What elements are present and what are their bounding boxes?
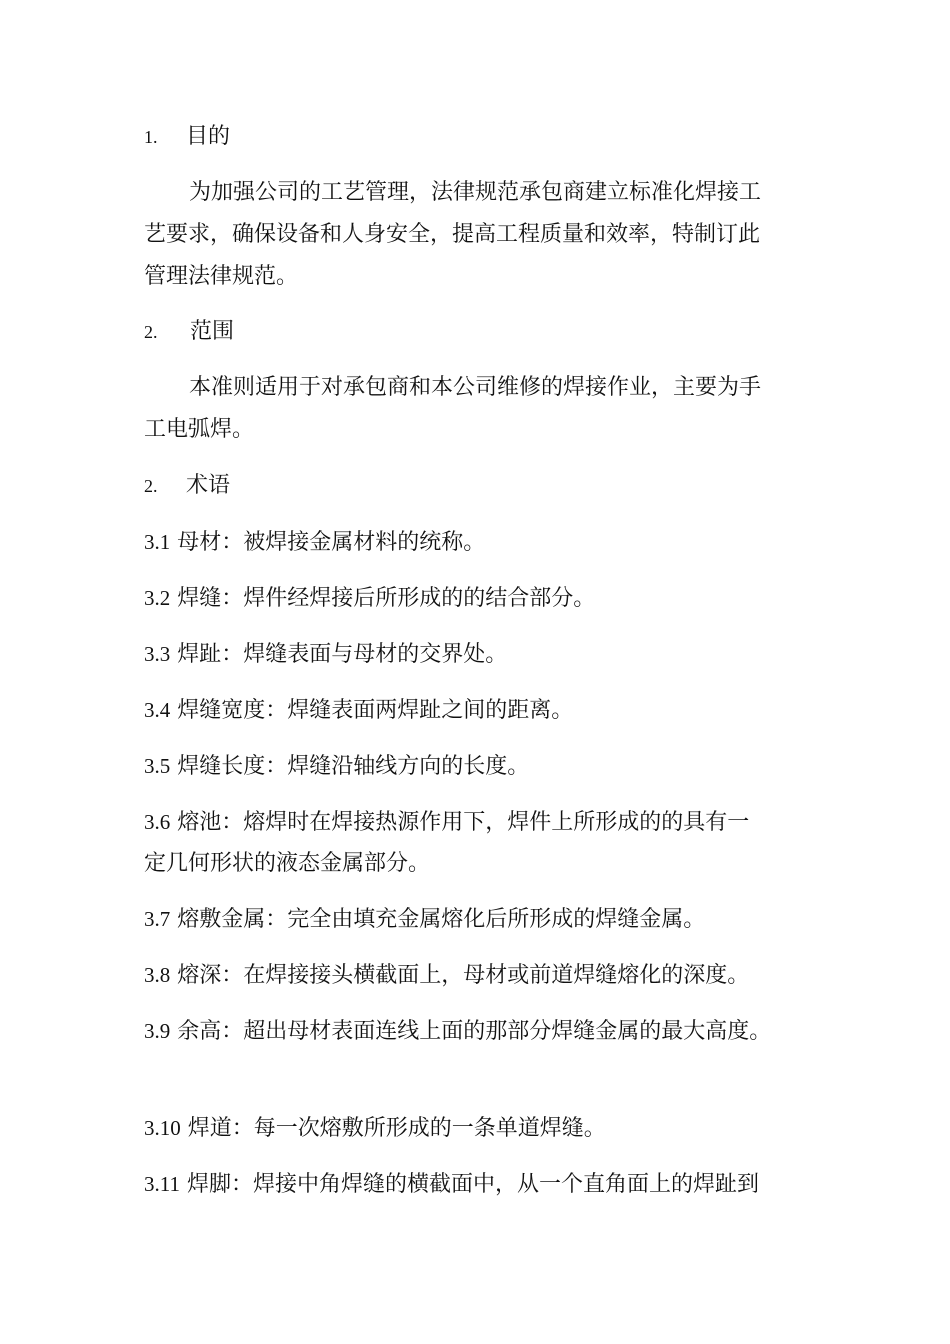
term-number: 3.5: [144, 754, 171, 778]
term-item: [144, 640, 507, 669]
term-text: 焊缝宽度：焊缝表面两焊趾之间的距离。: [177, 698, 574, 723]
section-title: 目的: [186, 124, 231, 149]
term-item: [144, 1017, 771, 1046]
term-text: 熔深：在焊接接头横截面上，母材或前道焊缝熔化的深度。: [177, 963, 750, 988]
term-number: 3.7: [144, 907, 171, 931]
paragraph-line: 管理法律规范。: [144, 264, 299, 289]
term-item: [144, 752, 529, 781]
term-text: 焊道：每一次熔敷所形成的一条单道焊缝。: [187, 1116, 606, 1141]
paragraph-line: 艺要求，确保设备和人身安全，提高工程质量和效率，特制订此: [144, 222, 761, 247]
section-title: 范围: [190, 319, 235, 344]
section-heading-scope: [144, 318, 234, 346]
term-number: 3.4: [144, 698, 171, 722]
paragraph-line: 本准则适用于对承包商和本公司维修的焊接作业，主要为手: [189, 375, 762, 400]
term-text: 熔敷金属：完全由填充金属熔化后所形成的焊缝金属。: [177, 907, 706, 932]
term-number: 3.1: [144, 530, 171, 554]
term-number: 3.6: [144, 810, 171, 834]
term-item: [144, 1114, 606, 1143]
section-number: 2.: [144, 476, 158, 496]
term-text: 焊趾：焊缝表面与母材的交界处。: [177, 642, 508, 667]
term-item: [144, 961, 749, 990]
term-number: 3.9: [144, 1019, 171, 1043]
term-text: 母材：被焊接金属材料的统称。: [177, 530, 486, 555]
term-item: [144, 808, 749, 837]
term-text: 焊脚：焊接中角焊缝的横截面中，从一个直角面上的焊趾到: [186, 1172, 759, 1197]
section-heading-terms: [144, 472, 230, 500]
section-heading-purpose: [144, 123, 230, 151]
term-number: 3.3: [144, 642, 171, 666]
paragraph-line: 为加强公司的工艺管理，法律规范承包商建立标准化焊接工: [189, 180, 762, 205]
term-text: 焊缝：焊件经焊接后所形成的的结合部分。: [177, 586, 596, 611]
term-number: 3.2: [144, 586, 171, 610]
section-number: 2.: [144, 322, 158, 342]
term-item: [144, 528, 485, 557]
term-item: [144, 584, 595, 613]
term-number: 3.11: [144, 1172, 180, 1196]
term-item: [144, 905, 705, 934]
term-item: [144, 1170, 759, 1199]
section-number: 1.: [144, 127, 158, 147]
term-number: 3.10: [144, 1116, 181, 1140]
section-title: 术语: [186, 473, 231, 498]
term-text: 焊缝长度：焊缝沿轴线方向的长度。: [177, 754, 530, 779]
term-continuation: 定几何形状的液态金属部分。: [144, 851, 431, 876]
term-text: 熔池：熔焊时在焊接热源作用下，焊件上所形成的的具有一: [177, 810, 750, 835]
term-number: 3.8: [144, 963, 171, 987]
term-text: 余高：超出母材表面连线上面的那部分焊缝金属的最大高度。: [177, 1019, 772, 1044]
term-item: [144, 696, 573, 725]
paragraph-line: 工电弧焊。: [144, 417, 255, 442]
